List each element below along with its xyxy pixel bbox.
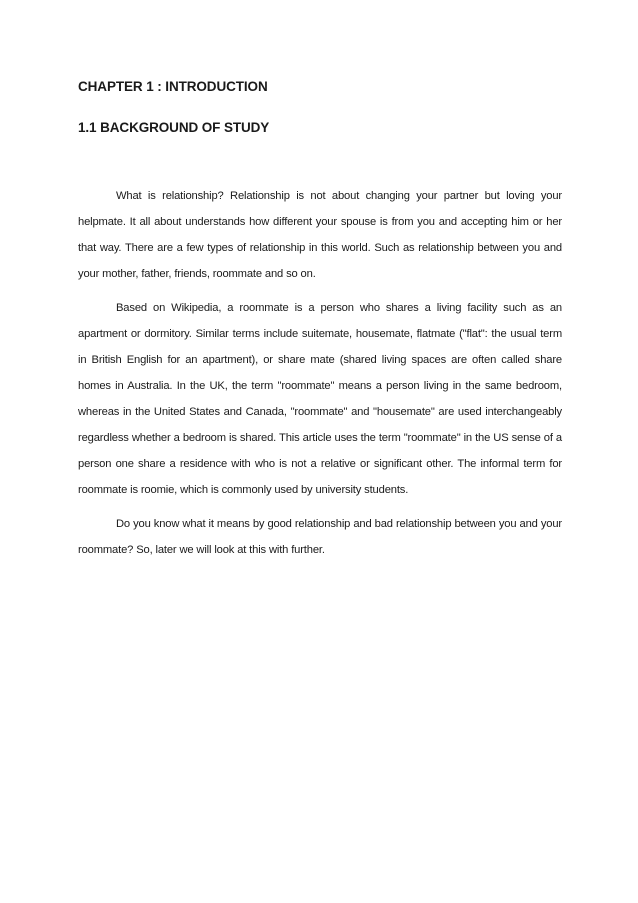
section-title: 1.1 BACKGROUND OF STUDY — [78, 120, 270, 135]
paragraph-relationship: What is relationship? Relationship is not about changing your partner but loving your helpmate. It all about understands how different your spouse is from you and accepting him or her that way. There are a few types of relationship in this world. Such as relationship between you and your mother, father, friends, roommate and so on. — [78, 190, 562, 280]
paragraph-good-bad-relationship: Do you know what it means by good relationship and bad relationship between you and your roommate? So, later we will look at this with further. — [78, 518, 562, 556]
chapter-title: CHAPTER 1 : INTRODUCTION — [78, 79, 268, 94]
paragraph-roommate-definition: Based on Wikipedia, a roommate is a person who shares a living facility such as an apartment or dormitory. Similar terms include suitemate, housemate, flatmate ("flat": the usual term in British English for an apartment), or share mate (shared living spaces are often called share homes in Australia. In the UK, the term "roommate" means a person living in the same bedroom, whereas in the United States and Canada, "roommate" and "housemate" are used interchangeably regardless whether a bedroom is shared. This article uses the term "roommate" in the US sense of a person one share a residence with who is not a relative or significant other. The informal term for roommate is roomie, which is commonly used by university students. — [78, 302, 562, 496]
page-content — [78, 78, 562, 563]
